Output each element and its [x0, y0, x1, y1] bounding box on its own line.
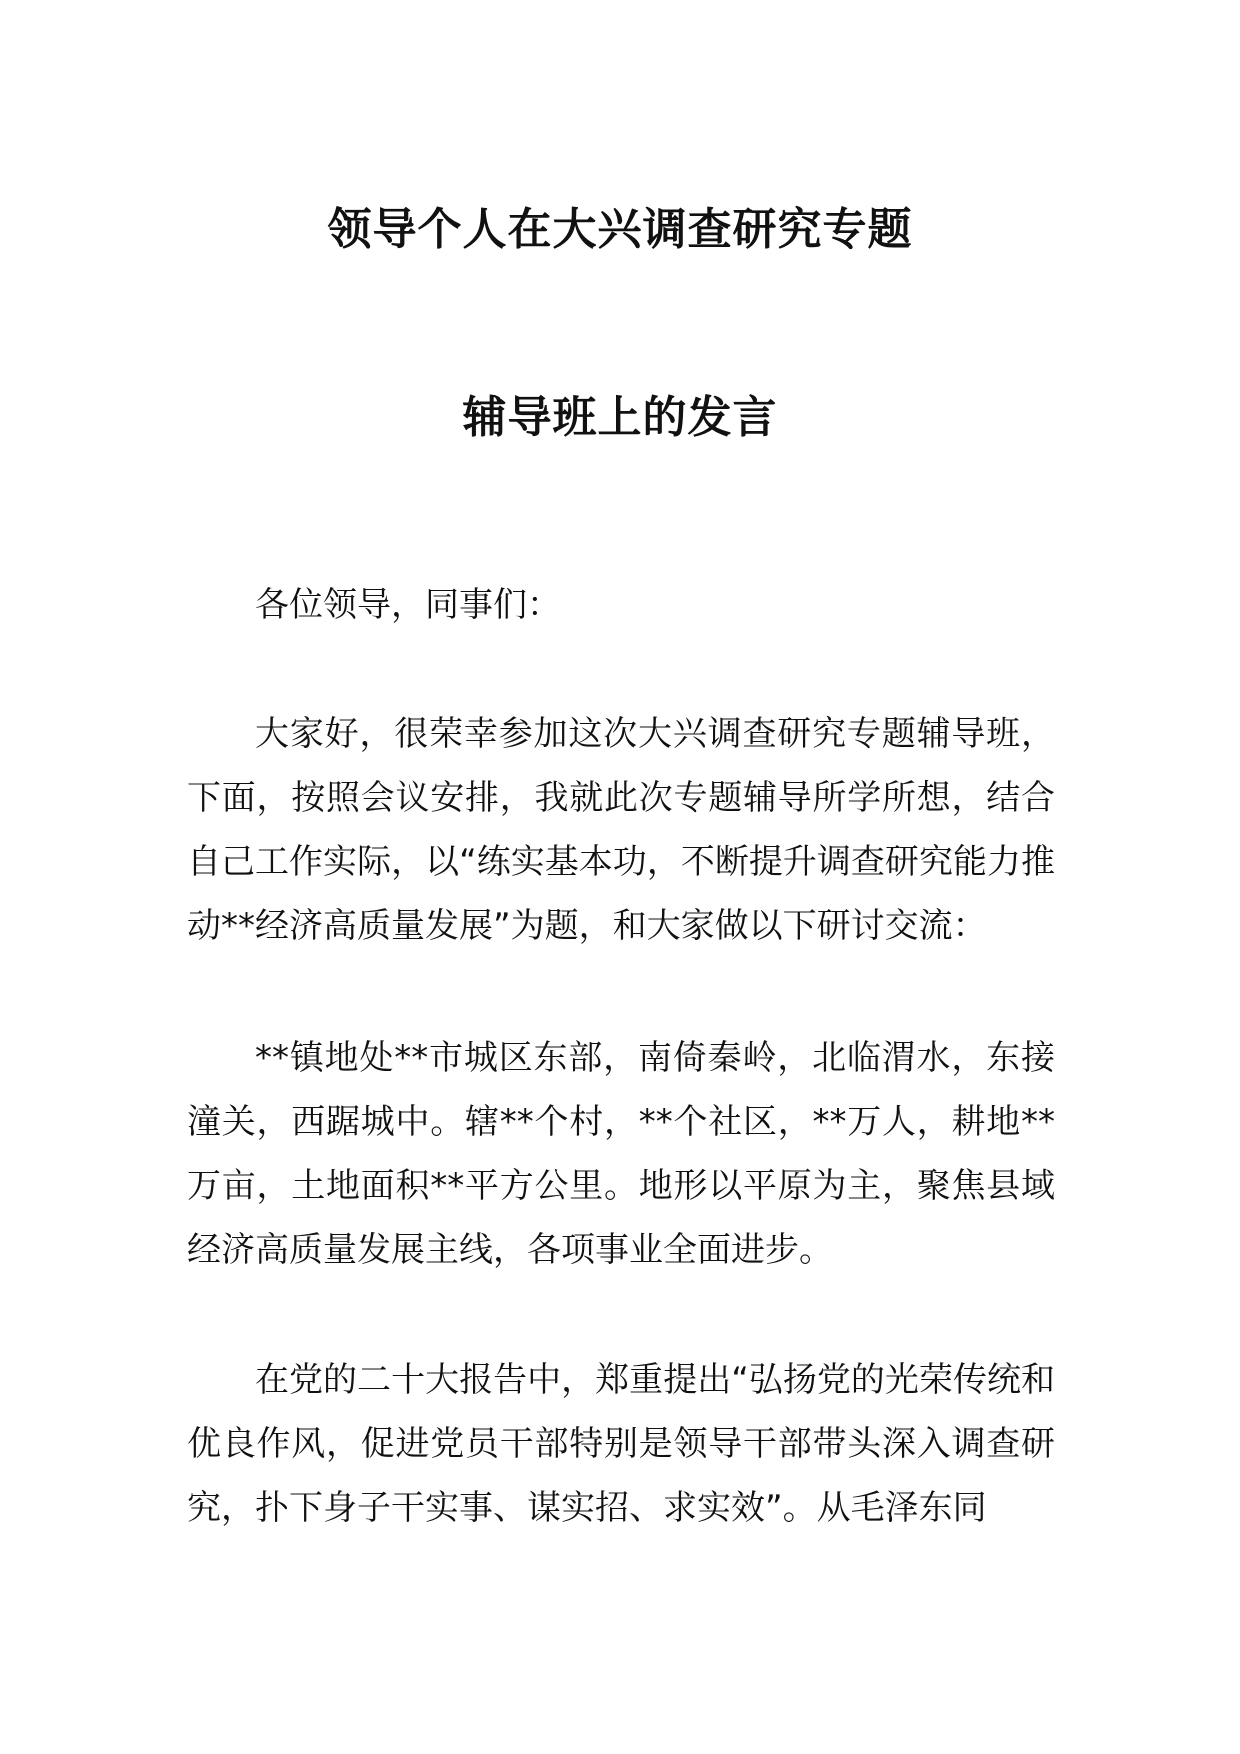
document-title-line-2: 辅导班上的发言 — [462, 392, 778, 443]
document-title-line-1: 领导个人在大兴调查研究专题 — [327, 204, 913, 255]
paragraph-2: **镇地处**市城区东部，南倚秦岭，北临渭水，东接潼关，西踞城中。辖**个村，**个社区，**万人，耕地**万亩，土地面积**平方公里。地形以平原为主，聚焦县域经济高质量发展主线，各项事业全面进步。 — [187, 1038, 1055, 1270]
paragraph-1: 大家好，很荣幸参加这次大兴调查研究专题辅导班，下面，按照会议安排，我就此次专题辅导所学所想，结合自己工作实际，以“练实基本功，不断提升调查研究能力推动**经济高质量发展”为题，和大家做以下研讨交流： — [187, 714, 1055, 946]
greeting: 各位领导，同事们： — [255, 585, 561, 625]
paragraph-3: 在党的二十大报告中，郑重提出“弘扬党的光荣传统和优良作风，促进党员干部特别是领导干部带头深入调查研究，扑下身子干实事、谋实招、求实效”。从毛泽东同 — [187, 1360, 1055, 1528]
